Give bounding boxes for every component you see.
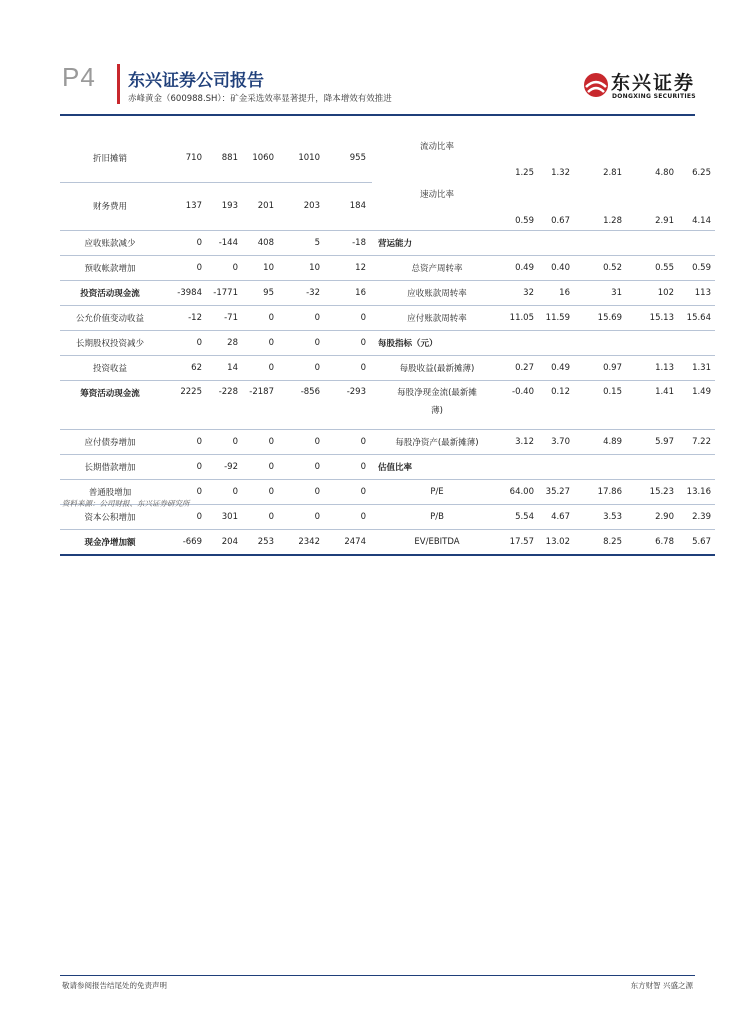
title-accent-bar [117, 64, 120, 104]
table-row: 预收帐款增加 0 0 10 10 12 总资产周转率 0.49 0.40 0.52 0.55 0.59 [60, 256, 715, 281]
table-row: 现金净增加额 -669 204 253 2342 2474 EV/EBITDA 17.57 13.02 8.25 6.78 5.67 [60, 530, 715, 556]
section-heading: 营运能力 [372, 231, 502, 256]
table-row: 长期借款增加 0 -92 0 0 0 估值比率 [60, 455, 715, 480]
logo-text: 东兴证券 [611, 72, 696, 94]
table-row: 投资活动现金流 -3984 -1771 95 -32 16 应收账款周转率 32 16 31 102 113 [60, 281, 715, 306]
row-metric: P/E [372, 480, 502, 505]
table-row: 普通股增加 0 0 0 0 0 P/E 64.00 35.27 17.86 15.23 13.16 [60, 480, 715, 505]
row-label: 应收账款减少 [60, 231, 160, 256]
row-label: 预收帐款增加 [60, 256, 160, 281]
row-metric: 每股净现金流(最新摊 薄) [372, 381, 502, 430]
table-row: 财务费用 137 193 201 203 184 速动比率 0.59 0.67 1.28 2.91 4.14 [60, 182, 715, 231]
row-metric: 流动比率 [419, 142, 454, 152]
table-row: 长期股权投资减少 0 28 0 0 0 每股指标（元） [60, 331, 715, 356]
row-metric: 总资产周转率 [372, 256, 502, 281]
row-metric: 应付账款周转率 [372, 306, 502, 331]
footer-rule [60, 975, 695, 976]
financial-table [60, 134, 715, 556]
row-label: 长期股权投资减少 [60, 331, 160, 356]
page-number: P4 [62, 62, 96, 92]
disclaimer-note: 敬请参阅报告结尾处的免责声明 [62, 981, 167, 990]
row-label: 投资活动现金流 [60, 281, 160, 306]
table-row: 筹资活动现金流 2225 -228 -2187 -856 -293 每股净现金流(最新摊 薄) -0.40 0.12 0.15 1.41 1.49 [60, 381, 715, 430]
table-row: 资本公积增加 0 301 0 0 0 P/B 5.54 4.67 3.53 2.90 2.39 [60, 505, 715, 530]
row-label: 折旧摊销 [60, 134, 160, 182]
row-metric: 每股净资产(最新摊薄) [372, 430, 502, 455]
row-label: 长期借款增加 [60, 455, 160, 480]
header-rule [60, 114, 695, 116]
row-label: 应付债券增加 [60, 430, 160, 455]
row-label: 投资收益 [60, 356, 160, 381]
row-label: 现金净增加额 [60, 530, 160, 556]
row-metric: 速动比率 [372, 182, 502, 231]
section-heading: 每股指标（元） [372, 331, 502, 356]
footer-slogan: 东方财智 兴盛之源 [630, 981, 693, 990]
data-source-note: 资料来源：公司财报、东兴证券研究所 [62, 499, 190, 508]
row-label: 资本公积增加 [60, 505, 160, 530]
section-heading: 估值比率 [372, 455, 502, 480]
table-row: 应收账款减少 0 -144 408 5 -18 营运能力 [60, 231, 715, 256]
row-metric: 应收账款周转率 [372, 281, 502, 306]
row-metric: 每股收益(最新摊薄) [372, 356, 502, 381]
row-metric: EV/EBITDA [372, 530, 502, 556]
table-row: 应付债券增加 0 0 0 0 0 每股净资产(最新摊薄) 3.12 3.70 4.89 5.97 7.22 [60, 430, 715, 455]
report-title: 东兴证券公司报告 [128, 71, 264, 91]
report-subtitle: 赤峰黄金（600988.SH）：矿金采选效率显著提升，降本增效有效推进 [128, 94, 392, 104]
table-row: 投资收益 62 14 0 0 0 每股收益(最新摊薄) 0.27 0.49 0.97 1.13 1.31 [60, 356, 715, 381]
row-label: 财务费用 [60, 182, 160, 231]
row-label: 公允价值变动收益 [60, 306, 160, 331]
row-label: 筹资活动现金流 [60, 381, 160, 430]
row-metric: P/B [372, 505, 502, 530]
row-label: 普通股增加 [60, 480, 160, 505]
table-row: 公允价值变动收益 -12 -71 0 0 0 应付账款周转率 11.05 11.59 15.69 15.13 15.64 [60, 306, 715, 331]
logo-english: DONGXING SECURITIES [612, 93, 696, 100]
table-row: 折旧摊销 710 881 1060 1010 955 流动比率 1.25 1.32 2.81 4.80 6.25 [60, 134, 715, 182]
